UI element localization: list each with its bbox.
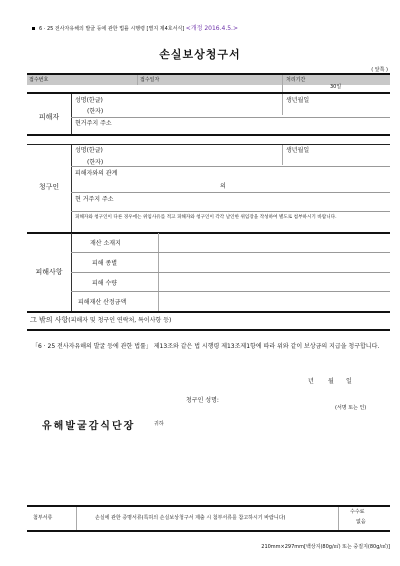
attachments-label-divider — [76, 507, 77, 530]
other-matters — [30, 315, 171, 326]
date-year-label: 년 — [308, 378, 314, 385]
claimant-top-rule — [27, 144, 390, 145]
receipt-divider-2 — [282, 75, 283, 93]
attachments-top-rule — [27, 505, 390, 507]
addressee-suffix: 귀하 — [154, 421, 164, 427]
receipt-bottom-rule — [27, 92, 390, 94]
damage-bottom-rule — [27, 311, 390, 313]
claimant-row-rule-3 — [71, 211, 390, 212]
other-matters-rule — [27, 329, 390, 331]
addressee-org: 유해발굴감식단장 — [42, 421, 136, 432]
claimant-relation-label: 피해자와의 관계 — [75, 170, 118, 177]
victim-name-label: 성명(한글) — [75, 97, 103, 104]
victim-address-label: 현거주지 주소 — [75, 120, 112, 127]
claimant-hanja-label: (한자) — [87, 159, 104, 166]
victim-birth-label: 생년월일 — [286, 97, 310, 104]
claimant-note: 피해자와 청구인이 다른 경우에는 위임사유를 적고 피해자와 청구인이 각각 날인한 위임장을 작성하여 별도로 첨부하시기 바랍니다. — [75, 215, 337, 220]
attachments-fee-divider — [338, 507, 339, 530]
claimant-name-label: 성명(한글) — [75, 147, 103, 154]
damage-location-label: 재산 소재지 — [90, 240, 121, 247]
victim-row-rule — [71, 117, 390, 118]
victim-bottom-rule — [27, 134, 390, 136]
victim-hanja-label: (한자) — [87, 108, 104, 115]
revision-note: <개정 2016.4.5.> — [185, 25, 238, 32]
claimant-row-rule-1 — [71, 166, 390, 167]
signature-hint: (서명 또는 인) — [335, 405, 367, 411]
form-reference-text: 6 · 25 전사자유해의 발굴 등에 관한 법률 시행령 [별지 제4호서식] — [39, 26, 185, 32]
receipt-date-label: 접수일자 — [140, 77, 160, 83]
front-side-label: ( 앞쪽 ) — [371, 67, 388, 73]
damage-row-rule-1 — [71, 252, 390, 253]
victim-section-label: 피해자 — [38, 113, 60, 121]
other-matters-label: 그 밖의 사항 — [30, 316, 69, 324]
page-title: 손실보상청구서 — [159, 48, 241, 61]
damage-type-label: 피해 종별 — [92, 260, 118, 267]
receipt-no-label: 접수번호 — [29, 77, 49, 83]
date-day-label: 일 — [346, 378, 352, 385]
signature-label: 청구인 성명: — [186, 397, 219, 404]
damage-quantity-label: 피해 수량 — [92, 280, 118, 287]
claimant-section-label: 청구인 — [38, 183, 60, 191]
attachments-text: 손실에 관한 증명서류(특허의 손실보상청구서 제출 시 첨부서류를 참고하시기 바랍니다) — [95, 515, 286, 521]
receipt-divider-1 — [137, 75, 138, 85]
fee-value: 없음 — [356, 519, 366, 525]
bullet-square-icon — [32, 27, 35, 30]
claimant-row-rule-2 — [71, 192, 390, 193]
damage-row-rule-3 — [71, 291, 390, 292]
processing-period-value: 30일 — [330, 84, 342, 90]
victim-label-divider — [71, 94, 72, 135]
claimant-address-label: 현 거주지 주소 — [75, 196, 114, 203]
processing-period-label: 처리기간 — [286, 77, 306, 83]
claimant-bottom-rule — [27, 232, 390, 234]
other-matters-detail: (피해자 및 청구인 연락처, 특이사항 등) — [68, 317, 172, 324]
form-reference — [32, 26, 372, 32]
claimant-birth-divider — [282, 145, 283, 165]
damage-row-rule-2 — [71, 272, 390, 273]
paper-spec-footer: 210mm×297mm[백상지(80g/㎡) 또는 중질지(80g/㎡)] — [261, 544, 390, 550]
attachments-bottom-rule — [27, 530, 390, 532]
date-month-label: 월 — [328, 378, 334, 385]
fee-label: 수수료 — [350, 509, 365, 515]
damage-section-label: 피해사항 — [35, 268, 63, 276]
claimant-relation-suffix: 의 — [220, 183, 226, 190]
claimant-label-divider — [71, 145, 72, 232]
claimant-birth-label: 생년월일 — [286, 147, 310, 154]
victim-birth-divider — [282, 94, 283, 115]
damage-amount-label: 피해재산 산정금액 — [78, 299, 127, 306]
attachments-label: 첨부서류 — [33, 515, 53, 521]
statement-text: 「6 · 25 전사자유해의 발굴 등에 관한 법률」 제13조와 같은 법 시행령 제13조제1항에 따라 위와 같이 보상금의 지급을 청구합니다. — [32, 343, 380, 350]
